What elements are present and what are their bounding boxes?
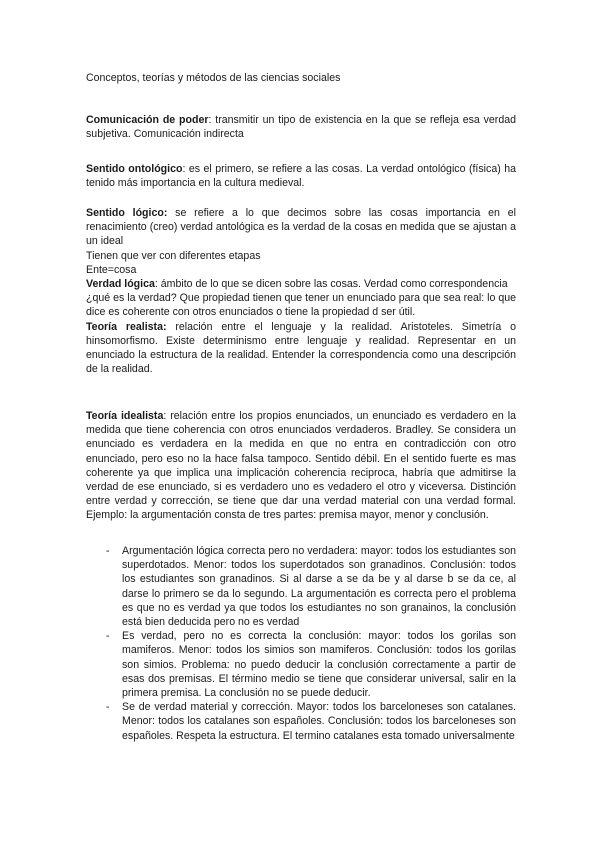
definition-teoria-realista: relación entre el lenguaje y la realidad. Aristoteles. Simetría o hinsomorfismo. Existe determinismo entre lenguaje y realidad. Representar en un enunciado la estructura de la realidad. Entender la correspondencia como una descripción de la realidad. bbox=[86, 320, 516, 376]
list-bullet-dash: - bbox=[106, 630, 110, 643]
list-bullet-dash: - bbox=[106, 701, 110, 714]
definition-sentido-logico: se refiere a lo que decimos sobre las cosas importancia en el renacimiento (creo) verdad antológica es la verdad de la cosas en medida que se ajustan a un ideal bbox=[86, 207, 516, 248]
examples-list bbox=[86, 544, 516, 743]
list-item-text: Se de verdad material y corrección. Mayor: todos los barceloneses son catalanes. Menor: todos los catalanes son españoles. Conclusión: todos los barceloneses son españoles. Respeta la estructura. El termino catalanes esta tomado universalmente bbox=[122, 701, 516, 742]
paragraph-comunicacion-de-poder bbox=[86, 113, 516, 141]
document-title: Conceptos, teorías y métodos de las ciencias sociales bbox=[86, 72, 341, 84]
definition-teoria-idealista: : relación entre los propios enunciados, un enunciado es verdadero en la medida que tiene coherencia con otros enunciados verdaderos. Bradley. Se considera un enunciado es verdadera en la medida en que no entra en contradicción con otro enunciado, pero eso no la hace falsa tampoco. Sentido débil. En el sentido fuerte es mas coherente ya que implica una implicación coherencia reciproca, habría que admitirse la verdad de ese enunciado, si es verdadero uno es vedadero el otro y viceversa. Distinción entre verdad y corrección, se tiene que dar una verdad material con una verdad formal. Ejemplo: la argumentación consta de tres partes: premisa mayor, menor y conclusión. bbox=[86, 410, 516, 522]
term-teoria-realista: Teoría realista: bbox=[86, 320, 167, 333]
list-item-text: Es verdad, pero no es correcta la conclusión: mayor: todos los gorilas son mamiferos. Menor: todos los simios son mamiferos. Conclusión: todos los gorilas son simios. Problema: no puedo deducir la conclusión correctamente a partir de esas dos premisas. El término medio se tiene que considerar universal, salir en la primera premisa. La conclusión no se puede deducir. bbox=[122, 630, 516, 700]
paragraph-teoria-idealista bbox=[86, 409, 516, 523]
term-sentido-logico: Sentido lógico: bbox=[86, 207, 168, 219]
paragraph-sentido-logico bbox=[86, 206, 516, 376]
definition-sentido-ontologico: : es el primero, se refiere a las cosas. La verdad ontológico (física) ha tenido más importancia en la cultura medieval. bbox=[86, 163, 516, 190]
paragraph-sentido-ontologico bbox=[86, 162, 516, 190]
question-que-es-la-verdad: ¿qué es la verdad? Que propiedad tienen que tener un enunciado para que sea real: lo que dice es coherente con otros enunciados o tiene la propiedad d ser útil. bbox=[86, 292, 516, 319]
term-verdad-logica: Verdad lógica bbox=[86, 278, 155, 291]
note-etapas: Tienen que ver con diferentes etapas bbox=[86, 249, 261, 262]
note-ente-cosa: Ente=cosa bbox=[86, 263, 137, 276]
term-sentido-ontologico: Sentido ontológico bbox=[86, 163, 183, 175]
list-item bbox=[86, 700, 516, 743]
term-teoria-idealista: Teoría idealista bbox=[86, 410, 164, 422]
list-item bbox=[86, 629, 516, 700]
list-item-text: Argumentación lógica correcta pero no verdadera: mayor: todos los estudiantes son superdotados. Menor: todos los superdotados son granadinos. Conclusión: todos los estudiantes son granadinos. Si al darse a se da be y al darse b se da ce, al darse lo primero se da lo segundo. La argumentación es correcta pero el problema es que no es verdad ya que todos los estudiantes no son granainos, la conclusión está bien deducida pero no es verdad bbox=[122, 545, 516, 629]
definition-verdad-logica: : ámbito de lo que se dicen sobre las cosas. Verdad como correspondencia bbox=[154, 278, 508, 291]
list-bullet-dash: - bbox=[106, 545, 110, 557]
definition-comunicacion-de-poder: : transmitir un tipo de existencia en la que se refleja esa verdad subjetiva. Comunicación indirecta bbox=[86, 114, 517, 141]
list-item bbox=[86, 544, 516, 629]
term-comunicacion-de-poder: Comunicación de poder bbox=[86, 114, 209, 126]
